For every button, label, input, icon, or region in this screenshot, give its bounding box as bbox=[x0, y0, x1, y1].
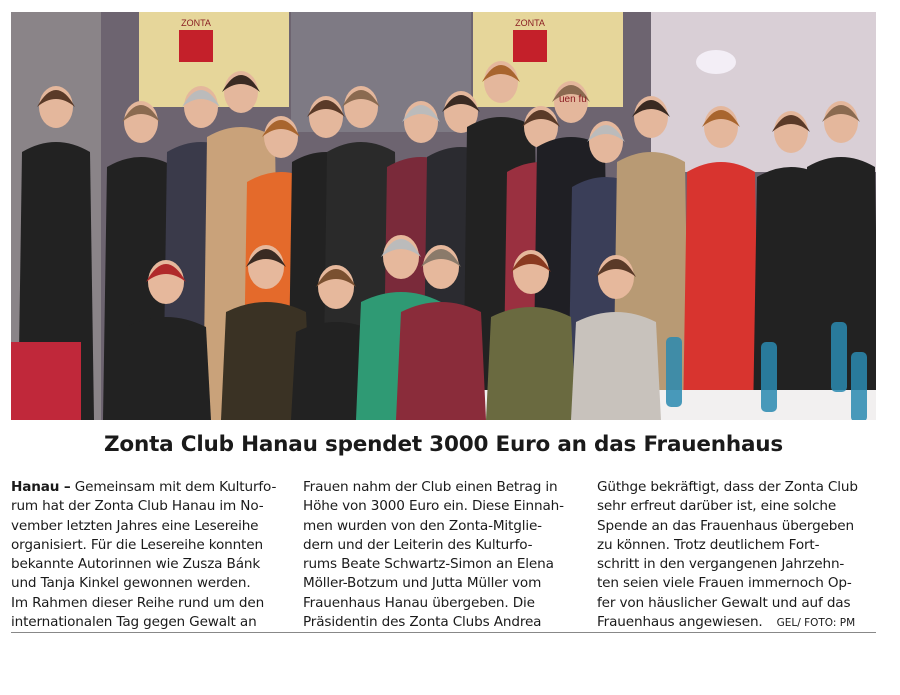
wall-right bbox=[651, 12, 876, 172]
water-bottle bbox=[761, 342, 777, 412]
article-line: bekannte Autorinnen wie Zusza Bánk bbox=[11, 556, 261, 573]
article-line: vember letzten Jahres eine Lesereihe bbox=[11, 517, 259, 534]
headline: Zonta Club Hanau spendet 3000 Euro an das Frauenhaus bbox=[104, 432, 783, 457]
article-text: Gemeinsam mit dem Kulturfo- bbox=[70, 479, 277, 495]
article-line: rum hat der Zonta Club Hanau im No- bbox=[11, 498, 264, 515]
water-bottle bbox=[831, 322, 847, 392]
person-body bbox=[486, 307, 576, 420]
zonta-banner bbox=[139, 12, 289, 107]
zonta-logo-icon bbox=[513, 30, 547, 62]
red-chair bbox=[11, 342, 81, 420]
article-text: Frauenhaus angewiesen. bbox=[597, 614, 763, 631]
person-body bbox=[121, 317, 211, 420]
article-line: Güthge bekräftigt, dass der Zonta Club bbox=[597, 479, 858, 495]
water-bottle bbox=[851, 352, 867, 420]
article-line: Im Rahmen dieser Reihe rund um den bbox=[11, 594, 265, 611]
article-line: rums Beate Schwartz-Simon an Elena bbox=[303, 556, 554, 573]
photo-credit: GEL/ FOTO: PM bbox=[776, 617, 856, 630]
article-line: ten seien viele Frauen immernoch Op- bbox=[597, 575, 852, 592]
article-line bbox=[11, 478, 293, 497]
article-line: sehr erfreut darüber ist, eine solche bbox=[597, 498, 837, 515]
group-photo-illustration bbox=[11, 12, 876, 420]
article-line: Möller-Botzum und Jutta Müller vom bbox=[303, 575, 542, 592]
article-line: Höhe von 3000 Euro ein. Diese Einnah- bbox=[303, 498, 564, 515]
article-line bbox=[597, 613, 879, 633]
dateline: Hanau – bbox=[11, 479, 71, 495]
zonta-logo-icon bbox=[179, 30, 213, 62]
article-line: organisiert. Für die Lesereihe konnten bbox=[11, 536, 263, 553]
article-line: internationalen Tag gegen Gewalt an bbox=[11, 614, 257, 631]
water-bottle bbox=[666, 337, 682, 407]
article-line: Frauen nahm der Club einen Betrag in bbox=[303, 479, 558, 495]
article-line: schritt in den vergangenen Jahrzehn- bbox=[597, 556, 845, 573]
article-column-3 bbox=[597, 478, 879, 633]
article-line: dern und der Leiterin des Kulturfo- bbox=[303, 536, 533, 553]
article-line: men wurden von den Zonta-Mitglie- bbox=[303, 517, 542, 534]
lamp bbox=[696, 50, 736, 74]
article-line: Präsidentin des Zonta Clubs Andrea bbox=[303, 614, 542, 631]
banner-slogan-text: uen fu bbox=[559, 94, 587, 105]
bottom-divider bbox=[11, 632, 876, 633]
article-line: Spende an das Frauenhaus übergeben bbox=[597, 517, 854, 534]
person-body bbox=[396, 302, 486, 420]
person-body bbox=[571, 312, 661, 420]
zonta-logo-text: ZONTA bbox=[515, 18, 545, 28]
article-column-2 bbox=[303, 478, 585, 632]
article-column-1 bbox=[11, 478, 293, 632]
group-photo bbox=[11, 12, 876, 420]
article-line: Frauenhaus Hanau übergeben. Die bbox=[303, 594, 535, 611]
article-line: zu können. Trotz deutlichem Fort- bbox=[597, 536, 820, 553]
zonta-logo-text: ZONTA bbox=[181, 18, 211, 28]
article-line: und Tanja Kinkel gewonnen werden. bbox=[11, 575, 251, 592]
article-line: fer von häuslicher Gewalt und auf das bbox=[597, 594, 851, 611]
person-body bbox=[683, 162, 759, 420]
